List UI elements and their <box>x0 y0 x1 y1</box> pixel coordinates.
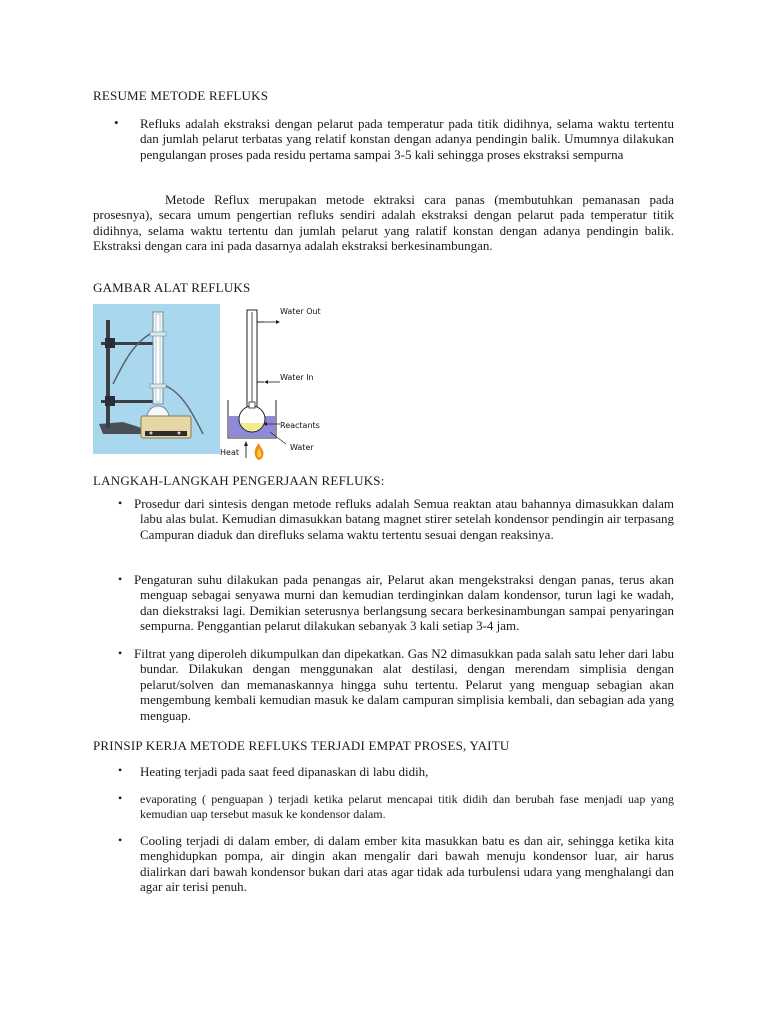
bullet-dot: • <box>118 833 123 847</box>
section-heading-gambar: GAMBAR ALAT REFLUKS <box>93 280 251 295</box>
intro-paragraph: Metode Reflux merupakan metode ektraksi cara panas (membutuhkan pemanasan pada prosesnya), secara umum pengertian refluks sendiri adalah ekstraksi dengan pelarut pada temperatur titik didihnya, selama waktu tertentu dan jumlah pelarut yang ralatif konstan dengan adanya pendingin balik. Ekstraksi dengan cara ini pada dasarnya adalah ekstraksi berkesinambungan. <box>93 192 674 254</box>
section-heading-prinsip: PRINSIP KERJA METODE REFLUKS TERJADI EMPAT PROSES, YAITU <box>93 738 510 753</box>
reflux-apparatus-photo <box>93 304 220 454</box>
label-water: Water <box>290 443 314 452</box>
bullet-dot: • <box>118 646 123 660</box>
reflux-diagram <box>218 302 330 462</box>
langkah-item: Filtrat yang diperoleh dikumpulkan dan dipekatkan. Gas N2 dimasukkan pada salah satu leher dari labu bundar. Dilakukan dengan menggunakan alat destilasi, dengan merendam simplisia dengan pelarut/solven dan memanaskannya hingga suhu tertentu. Pelarut yang menguap sebagian akan mengembung kembali kemudian masuk ke dalam campuran simplisia kembali, dan sebagian ada yang menguap. <box>134 646 674 723</box>
langkah-item: Pengaturan suhu dilakukan pada penangas air, Pelarut akan mengekstraksi dengan panas, terus akan menguap sebagai senyawa murni dan kemudian terdinginkan dalam kondensor, turun lagi ke wadah, dan diekstraksi lagi. Demikian seterusnya berlangsung secara berkesinambungan sampai penyaringan sempurna. Penggantian pelarut dilakukan sebanyak 3 kali setiap 3-4 jam. <box>134 572 674 634</box>
label-water-out: Water Out <box>280 307 321 316</box>
page-title: RESUME METODE REFLUKS <box>93 88 269 103</box>
bullet-dot: • <box>118 496 123 510</box>
bullet-dot: • <box>114 115 119 130</box>
intro-bullet-text: Refluks adalah ekstraksi dengan pelarut pada temperatur pada titik didihnya, selama waktu tertentu dan jumlah pelarut terbatas yang relatif konstan dengan adanya pendingin balik. Umumnya dilakukan pengulangan proses pada residu pertama sampai 3-5 kali sehingga proses ekstraksi sempurna <box>140 116 674 162</box>
label-heat: Heat <box>220 448 239 457</box>
langkah-item: Prosedur dari sintesis dengan metode refluks adalah Semua reaktan atau bahannya dimasukkan dalam labu alas bulat. Kemudian dimasukkan batang magnet stirer setelah kondensor pendingin air terpasang Campuran diaduk dan direfluks selama waktu tertentu sesuai dengan reaksinya. <box>134 496 674 542</box>
prinsip-item: Heating terjadi pada saat feed dipanaskan di labu didih, <box>140 764 429 779</box>
prinsip-item: evaporating ( penguapan ) terjadi ketika pelarut mencapai titik didih dan berubah fase menjadi uap yang kemudian uap tersebut masuk ke kondensor dalam. <box>140 792 674 822</box>
label-water-in: Water In <box>280 373 314 382</box>
label-reactants: Reactants <box>280 421 320 430</box>
section-heading-langkah: LANGKAH-LANGKAH PENGERJAAN REFLUKS: <box>93 473 385 488</box>
bullet-dot: • <box>118 791 123 805</box>
bullet-dot: • <box>118 763 123 777</box>
bullet-dot: • <box>118 572 123 586</box>
prinsip-item: Cooling terjadi di dalam ember, di dalam ember kita masukkan batu es dan air, sehingga ketika kita menghidupkan pompa, air dingin akan mengalir dari bawah menuju kondensor luar, air harus dialirkan dari bawah kondensor bukan dari atas agar tidak ada turbulensi udara yang menghalangi dan agar air terisi penuh. <box>140 833 674 895</box>
